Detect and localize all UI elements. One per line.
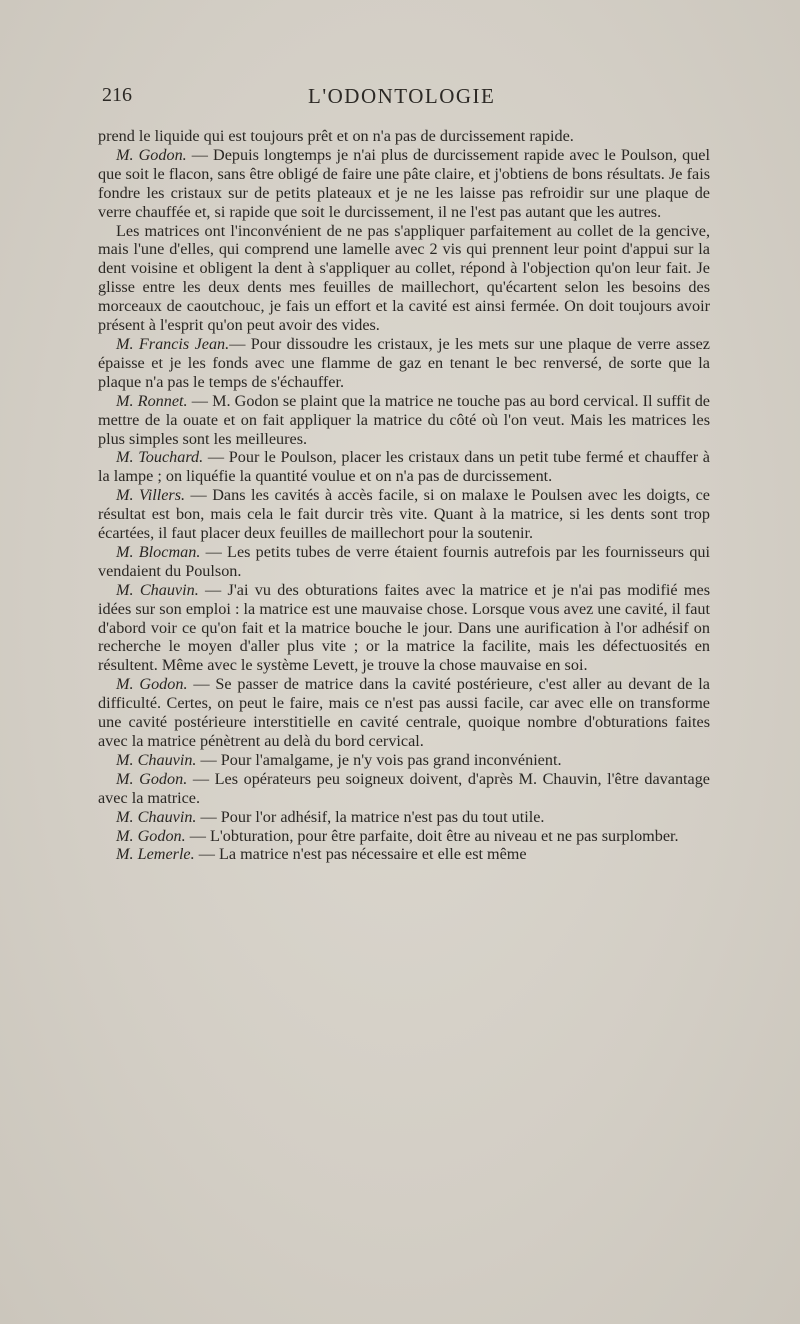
- speaker-name: M. Blocman.: [116, 542, 201, 561]
- paragraph: [98, 827, 710, 846]
- speaker-name: M. Francis Jean.: [116, 334, 230, 353]
- paragraph-text: Les matrices ont l'inconvénient de ne pas s'appliquer parfaitement au collet de la gencive, mais l'une d'elles, qui comprend une lamelle avec 2 vis qui prennent leur point d'appui sur la dent voisine et obligent la dent à s'appliquer au collet, répond à l'objection qu'on leur fait. Je glisse entre les deux dents mes feuilles de maillechort, qu'écartent selon les besoins des morceaux de caoutchouc, je fais un effort et la cavité est ainsi fermée. On doit toujours avoir présent à l'esprit qu'on peut avoir des vides.: [98, 221, 710, 335]
- paragraph: [98, 581, 710, 676]
- paragraph-text: — Pour dissoudre les cristaux, je les mets sur une plaque de verre assez épaisse et je les fonds avec une flamme de gaz en tenant le bec renversé, de sorte que la plaque n'a pas le temps de s'échauffer.: [98, 334, 710, 391]
- speaker-name: M. Godon.: [116, 145, 187, 164]
- paragraph: [98, 770, 710, 808]
- paragraph-text: — Les opérateurs peu soigneux doivent, d'après M. Chauvin, l'être davantage avec la matrice.: [98, 769, 710, 807]
- paragraph-text: — Pour le Poulson, placer les cristaux dans un petit tube fermé et chauffer à la lampe ; on liquéfie la quantité voulue et on n'a pas de durcissement.: [98, 448, 710, 486]
- speaker-name: M. Chauvin.: [116, 580, 199, 599]
- paragraph-text: — Pour l'amalgame, je n'y vois pas grand inconvénient.: [196, 750, 562, 769]
- speaker-name: M. Godon.: [116, 826, 186, 845]
- paragraph: [98, 845, 710, 864]
- paragraph: [98, 146, 710, 222]
- speaker-name: M. Touchard.: [116, 448, 204, 467]
- page-number: 216: [102, 84, 132, 106]
- paragraph: [98, 392, 710, 449]
- paragraph: [98, 751, 710, 770]
- speaker-name: M. Chauvin.: [116, 750, 197, 769]
- journal-title: L'ODONTOLOGIE: [308, 84, 496, 108]
- speaker-name: M. Villers.: [116, 486, 186, 505]
- speaker-name: M. Lemerle.: [116, 845, 195, 864]
- paragraph: [98, 127, 710, 146]
- paragraph-text: — Les petits tubes de verre étaient fournis autrefois par les fournisseurs qui vendaient du Poulson.: [98, 542, 710, 580]
- paragraph-text: — J'ai vu des obturations faites avec la matrice et je n'ai pas modifié mes idées sur son emploi : la matrice est une mauvaise chose. Lorsque vous avez une cavité, il faut d'abord voir ce qu'on fait et la matrice bouche le jour. Dans une aurification à l'or adhésif on recherche le moyen d'aller plus vite ; or la matrice la facilite, mais les défectuosités en résultent. Même avec le système Levett, je trouve la chose mauvaise en soi.: [98, 580, 710, 675]
- paragraph-text: — Dans les cavités à accès facile, si on malaxe le Poulsen avec les doigts, ce résultat est bon, mais cela le fait durcir très vite. Quant à la matrice, si les dents sont trop écartées, il faut placer deux feuilles de maillechort pour la soutenir.: [98, 486, 710, 543]
- paragraph: [98, 335, 710, 392]
- paragraph-text: — Depuis longtemps je n'ai plus de durcissement rapide avec le Poulson, quel que soit le flacon, sans être obligé de faire une pâte claire, et j'obtiens de bons résultats. Je fais fondre les cristaux sur de petits plateaux et je ne les laisse pas refroidir sur une plaque de verre chauffée et, si rapide que soit le durcissement, il ne l'est pas autant que les autres.: [98, 145, 710, 221]
- paragraph-text: — La matrice n'est pas nécessaire et elle est même: [194, 845, 527, 864]
- paragraph: [98, 448, 710, 486]
- paragraph: [98, 808, 710, 827]
- speaker-name: M. Godon.: [116, 769, 188, 788]
- paragraph: [98, 222, 710, 335]
- body-text: [98, 127, 710, 864]
- running-head: [98, 84, 718, 112]
- paragraph: [98, 543, 710, 581]
- paragraph-text: — Pour l'or adhésif, la matrice n'est pas du tout utile.: [196, 807, 545, 826]
- paragraph-text: — L'obturation, pour être parfaite, doit être au niveau et ne pas surplomber.: [185, 826, 679, 845]
- paragraph: [98, 675, 710, 751]
- paragraph-text: prend le liquide qui est toujours prêt et on n'a pas de durcissement rapide.: [98, 127, 574, 145]
- paragraph: [98, 486, 710, 543]
- speaker-name: M. Chauvin.: [116, 807, 197, 826]
- paragraph-text: — M. Godon se plaint que la matrice ne touche pas au bord cervical. Il suffit de mettre de la ouate et on fait appliquer la matrice du côté où l'on veut. Mais les matrices les plus simples sont les meilleures.: [98, 391, 710, 448]
- speaker-name: M. Godon.: [116, 675, 188, 694]
- paragraph-text: — Se passer de matrice dans la cavité postérieure, c'est aller au devant de la difficulté. Certes, on peut le faire, mais ce n'est pas aussi facile, car avec elle on transforme une cavité postérieure interstitielle en cavité centrale, quoique nombre d'obturations faites avec la matrice pénètrent au delà du bord cervical.: [98, 675, 710, 750]
- speaker-name: M. Ronnet.: [116, 391, 188, 410]
